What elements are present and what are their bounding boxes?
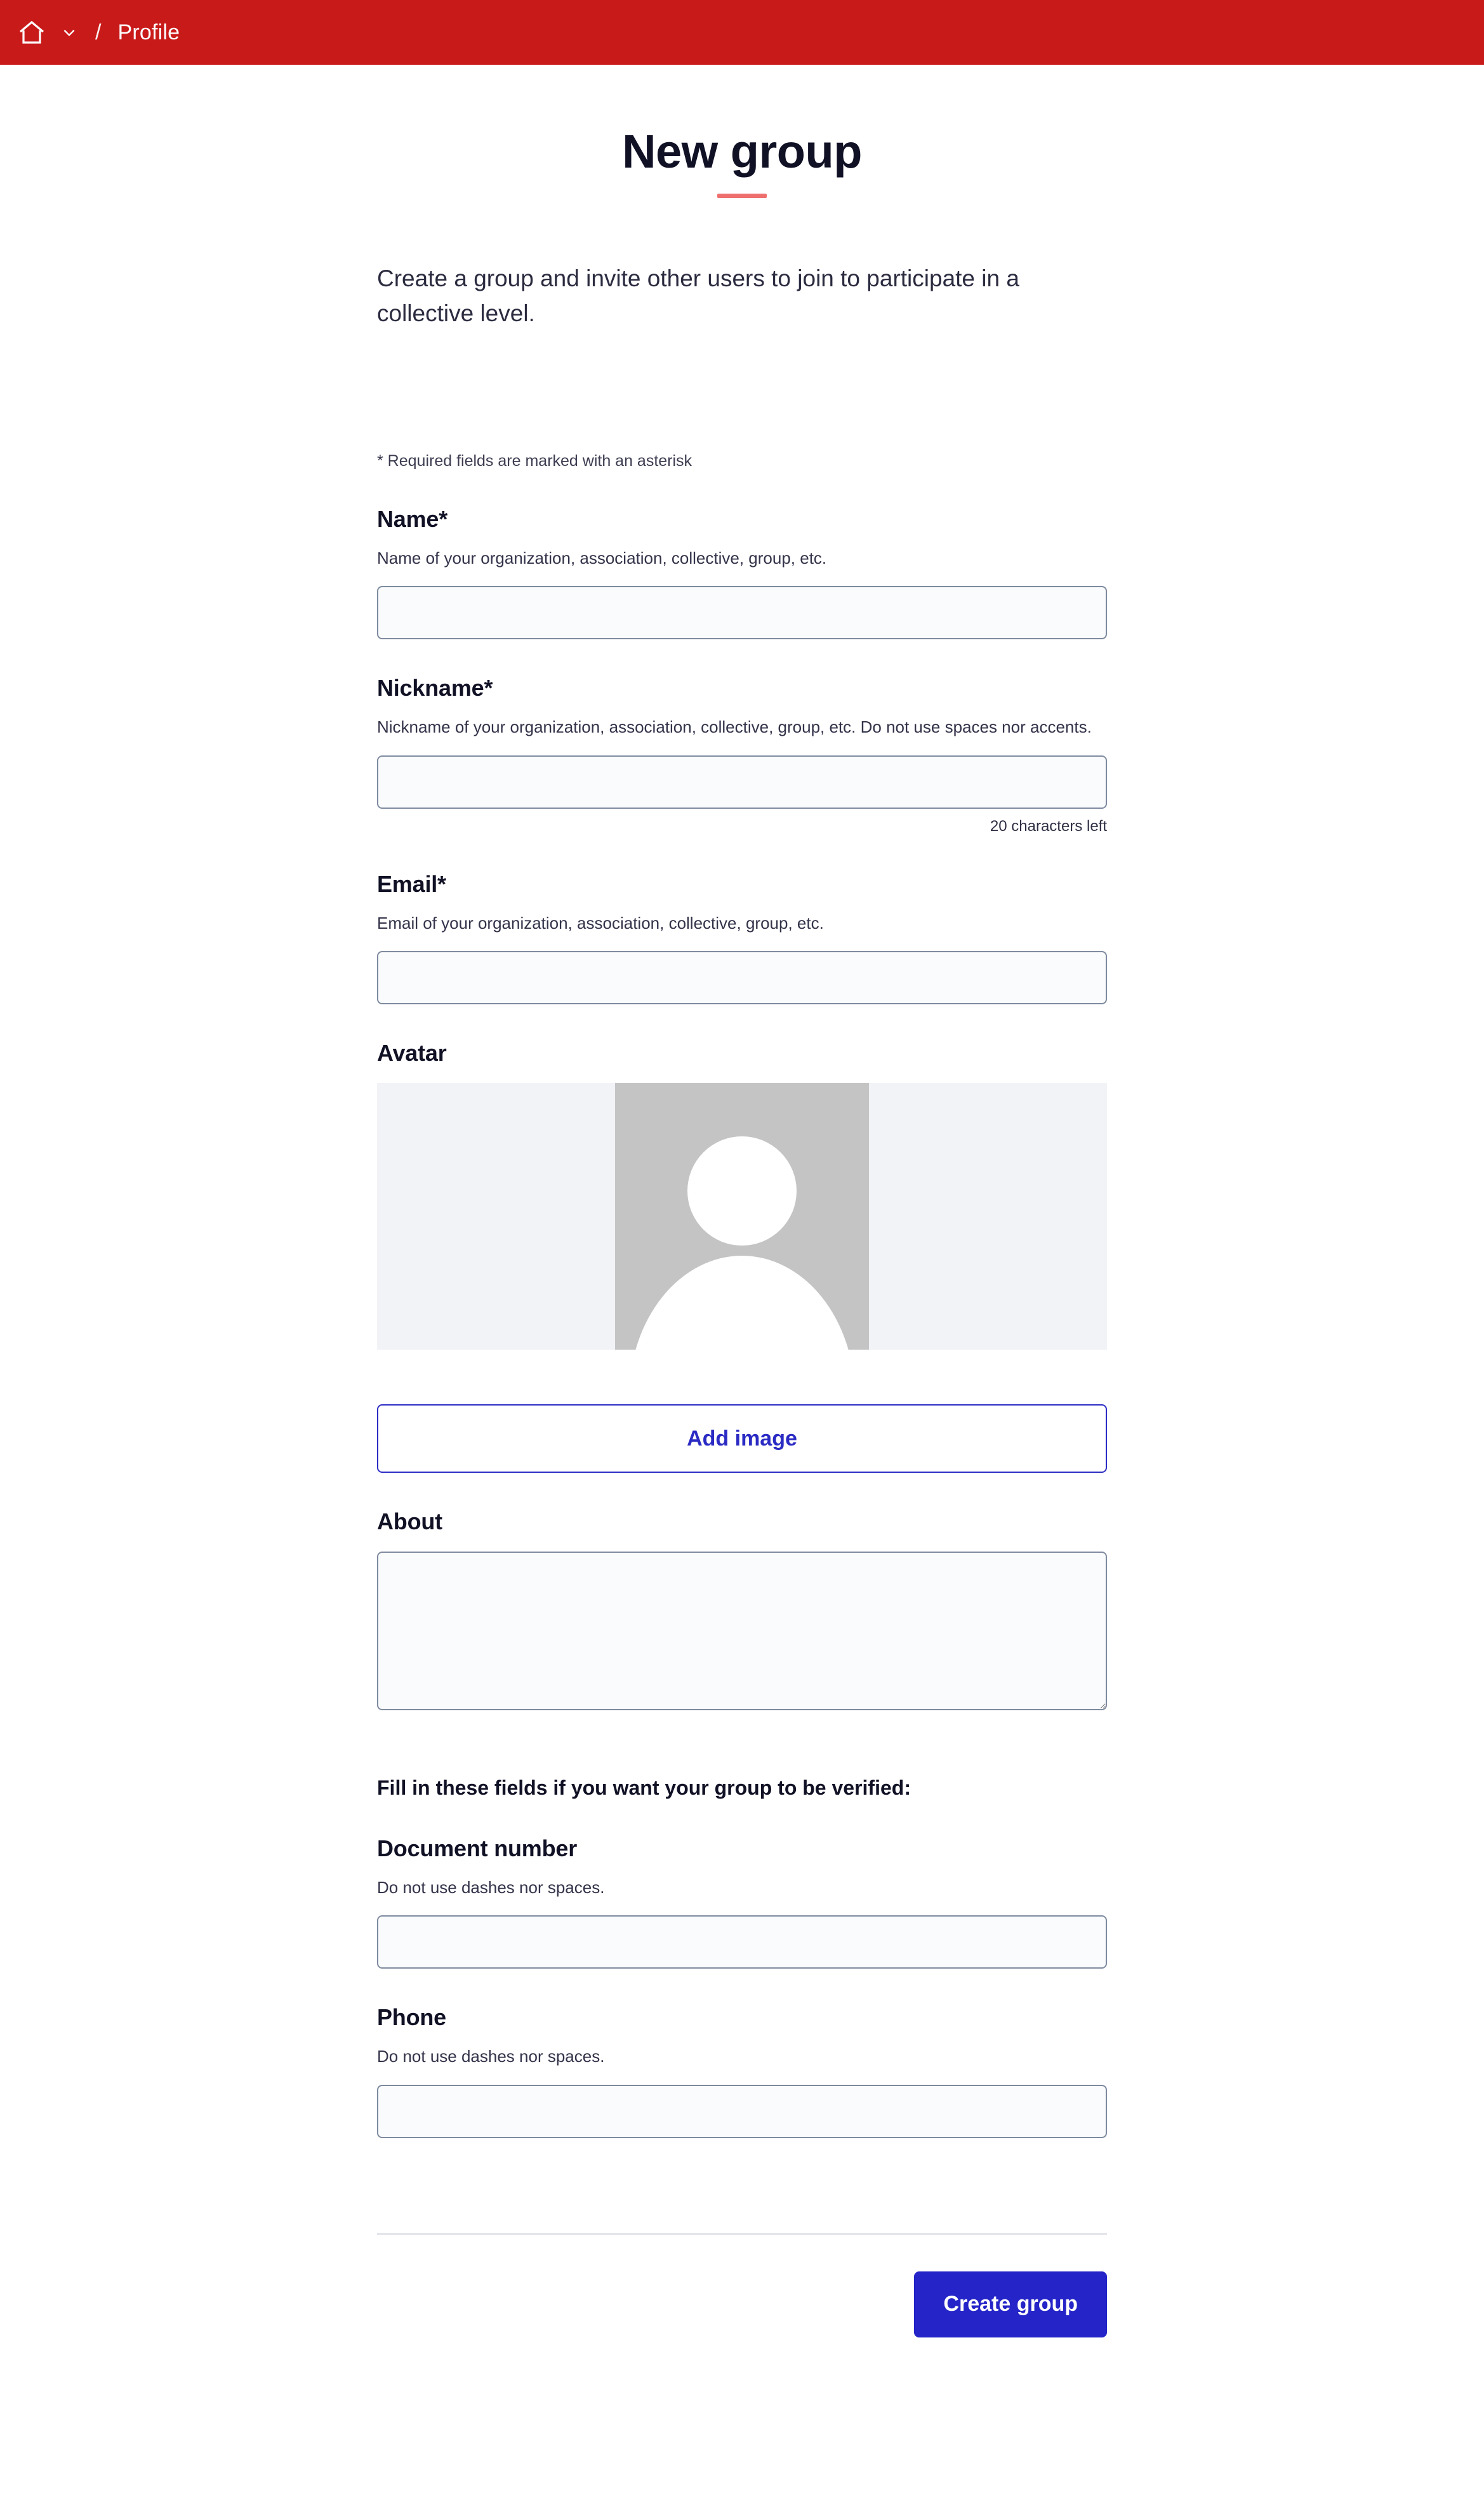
avatar-body-shape: [629, 1256, 855, 1350]
field-phone: [377, 2004, 1107, 2137]
title-wrapper: [377, 126, 1107, 198]
breadcrumb-separator: /: [95, 20, 102, 44]
add-image-button[interactable]: Add image: [377, 1404, 1107, 1473]
about-textarea[interactable]: [377, 1552, 1107, 1710]
field-name: [377, 506, 1107, 639]
avatar-preview: [377, 1083, 1107, 1350]
nickname-character-counter: 20 characters left: [990, 817, 1107, 835]
form-divider: [377, 2233, 1107, 2235]
required-fields-note: * Required fields are marked with an asterisk: [377, 451, 692, 470]
field-email-label: Email*: [377, 870, 446, 897]
field-phone-help: Do not use dashes nor spaces.: [377, 2047, 605, 2066]
field-nickname-help: Nickname of your organization, association, collective, group, etc. Do not use spaces nor accents.: [377, 717, 1092, 737]
verification-section-note: Fill in these fields if you want your group to be verified:: [377, 1776, 911, 1800]
avatar-head-shape: [687, 1136, 797, 1246]
field-nickname: [377, 675, 1107, 835]
home-icon[interactable]: [17, 17, 47, 48]
field-avatar: [377, 1040, 1107, 1473]
breadcrumb-current-page: Profile: [117, 20, 180, 44]
nickname-input[interactable]: [377, 755, 1107, 809]
field-name-help: Name of your organization, association, collective, group, etc.: [377, 548, 827, 568]
top-navigation-bar: [0, 0, 1484, 65]
create-group-button[interactable]: Create group: [914, 2271, 1107, 2337]
chevron-down-icon[interactable]: [61, 24, 77, 41]
field-document-number-help: Do not use dashes nor spaces.: [377, 1878, 605, 1898]
page-body: [0, 65, 1484, 2395]
field-name-label: Name*: [377, 505, 448, 532]
field-about-label: About: [377, 1508, 442, 1535]
field-phone-label: Phone: [377, 2004, 447, 2031]
title-underline-rule: [717, 194, 767, 198]
field-about: [377, 1508, 1107, 1710]
phone-input[interactable]: [377, 2085, 1107, 2138]
field-document-number-label: Document number: [377, 1835, 578, 1862]
field-document-number: [377, 1835, 1107, 1969]
name-input[interactable]: [377, 586, 1107, 639]
field-nickname-label: Nickname*: [377, 675, 493, 701]
field-email: [377, 871, 1107, 1004]
avatar-placeholder-image: [615, 1083, 869, 1350]
document-number-input[interactable]: [377, 1915, 1107, 1969]
field-avatar-label: Avatar: [377, 1040, 447, 1067]
page-title: New group: [622, 125, 862, 178]
form-actions: [377, 2271, 1107, 2395]
email-input[interactable]: [377, 951, 1107, 1004]
field-email-help: Email of your organization, association, collective, group, etc.: [377, 913, 824, 933]
page-description: Create a group and invite other users to join to participate in a collective level.: [377, 265, 1019, 327]
page-header: [377, 65, 1107, 2395]
